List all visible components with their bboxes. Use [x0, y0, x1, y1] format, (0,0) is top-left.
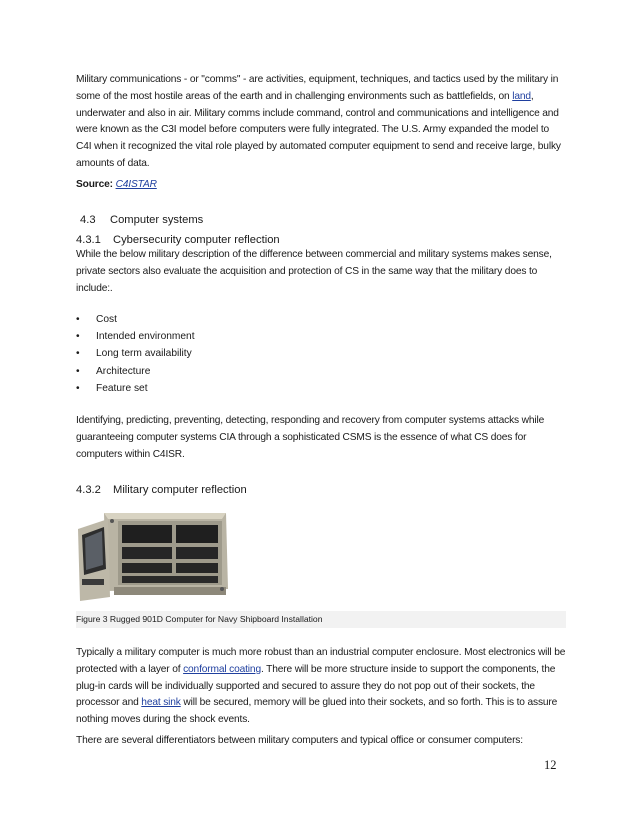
source-label: Source: [76, 179, 113, 190]
heat-sink-link[interactable]: heat sink [141, 697, 181, 709]
section-title: Computer systems [110, 214, 204, 226]
conformal-coating-link[interactable]: conformal coating [183, 663, 261, 675]
figure-caption: Figure 3 Rugged 901D Computer for Navy Shipboard Installation [76, 611, 566, 628]
section-number: 4.3 [80, 214, 96, 226]
rugged-text-3: will be secured, memory will be glued into their sockets, and so forth. This is to assure nothing moves during the shock events. [76, 697, 558, 726]
differentiators-line: There are several differentiators between military computers and typical office or consumer computers: [76, 735, 523, 746]
list-item: • Intended environment [76, 331, 195, 343]
intro-text-2: , underwater and also in air. Military comms include command, control and communications and intelligence and were known as the C3I model before computers were fully integrated. The U.S. Army expanded the model to C4I when it recognized the vital role played by automated computer equipment to send and receive large, bulky amounts of data. [76, 90, 561, 169]
section-4-3-1-body: While the below military description of the difference between commercial and military systems makes sense, private sectors also evaluate the acquisition and protection of CS in the same way that the military does to include:. [76, 249, 552, 294]
section-number: 4.3.2 [76, 484, 101, 496]
rugged-computer-photo [76, 509, 230, 603]
source-line [76, 177, 566, 194]
intro-text-1: Military communications - or "comms" - are activities, equipment, techniques, and tactics used by the military in some of the most hostile areas of the earth and in challenging environments such as battlefields, on [76, 74, 559, 102]
section-4-3-heading [80, 212, 203, 228]
criteria-list [76, 311, 195, 397]
rugged-text-2: . There will be more structure inside to support the components, the plug-in cards will be individually supported and secured to assure they do not pop out of their sockets, the processor and [76, 663, 556, 709]
section-4-3-1-closing: Identifying, predicting, preventing, detecting, responding and recovery from computer systems attacks while guaranteeing computer systems CIA through a sophisticated CSMS is the essence of what CS does for computers within C4ISR. [76, 415, 545, 460]
section-number: 4.3.1 [76, 234, 101, 246]
list-item: • Feature set [76, 382, 148, 394]
section-4-3-2-heading [76, 482, 247, 498]
page-number: 12 [544, 758, 557, 772]
section-title: Military computer reflection [113, 484, 247, 496]
section-title: Cybersecurity computer reflection [113, 234, 280, 246]
section-4-3-1-heading [76, 232, 280, 248]
list-item: • Architecture [76, 365, 151, 377]
rugged-paragraph [76, 645, 566, 729]
intro-paragraph [76, 72, 566, 173]
list-item: • Cost [76, 314, 117, 325]
list-item: • Long term availability [76, 348, 192, 360]
rugged-text-1: Typically a military computer is much more robust than an industrial computer enclosure. Most electronics will be protected with a layer of [76, 647, 566, 675]
land-link[interactable]: land [512, 90, 531, 102]
c4istar-link[interactable]: C4ISTAR [115, 179, 157, 190]
